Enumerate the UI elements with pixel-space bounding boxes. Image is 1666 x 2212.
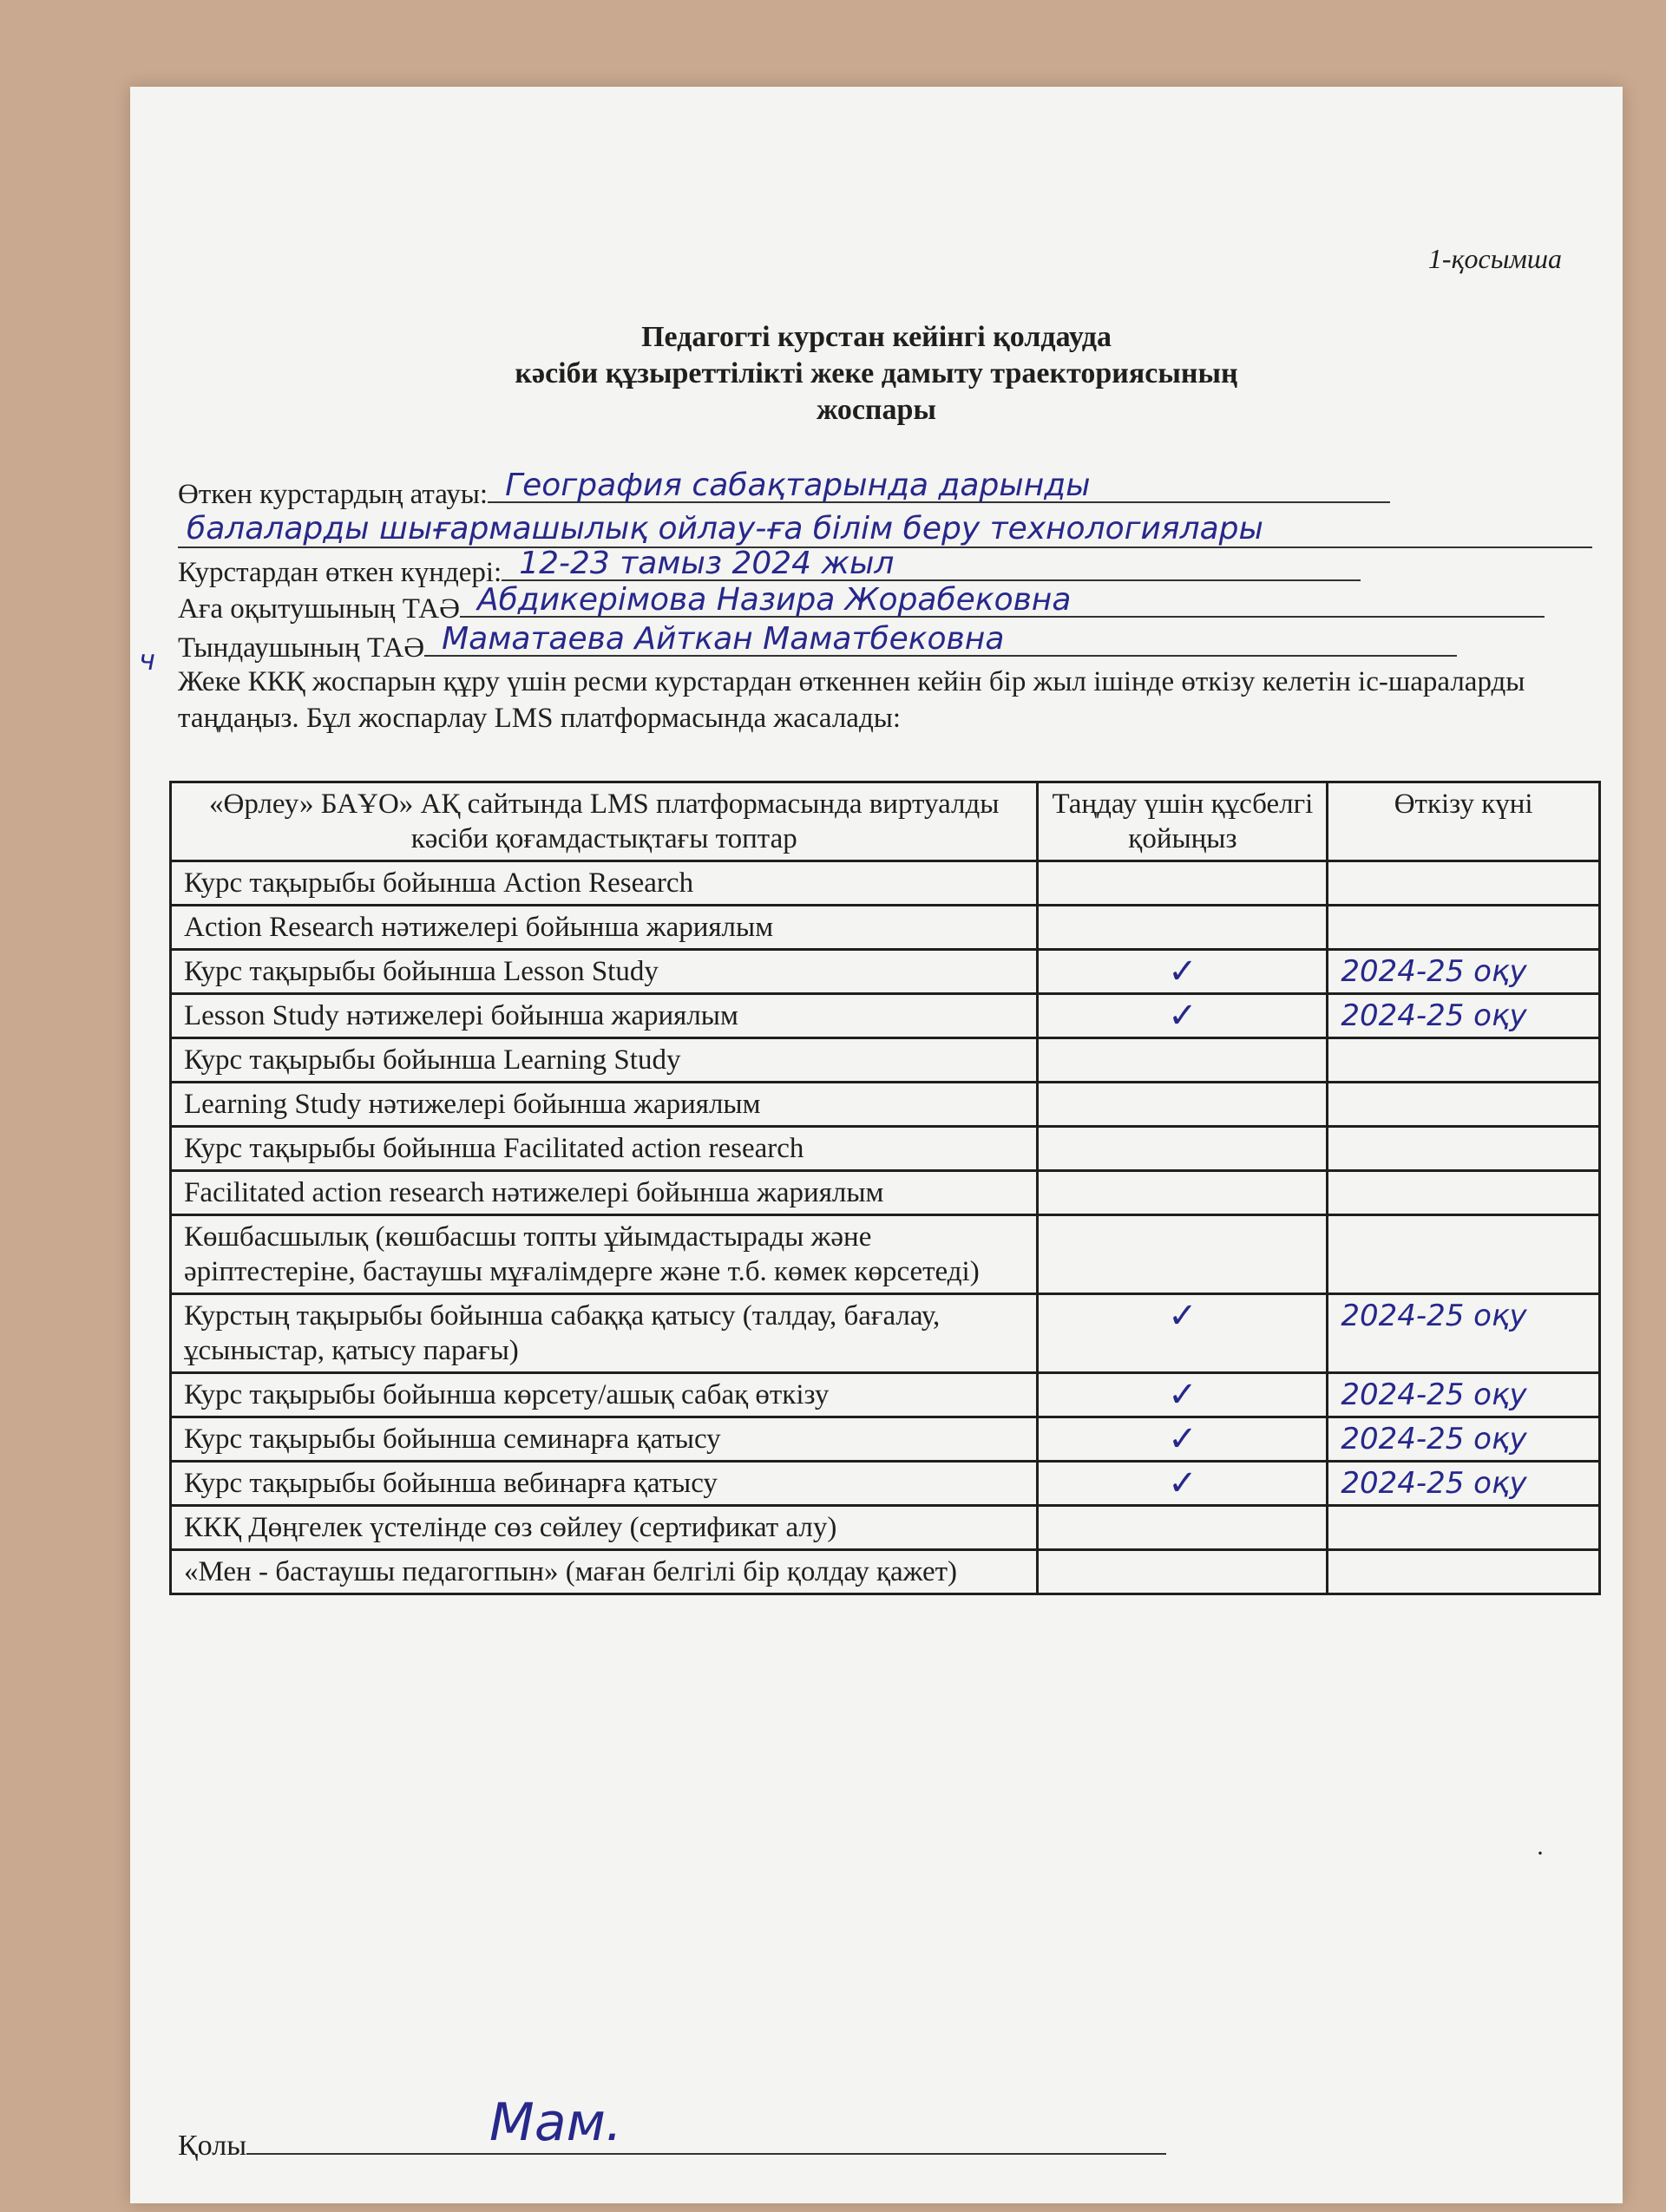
- trainer-value: Абдикерімова Назира Жорабековна: [476, 582, 1072, 618]
- checkmark-cell[interactable]: [1038, 906, 1328, 950]
- date-cell[interactable]: [1328, 861, 1600, 906]
- activity-cell: Көшбасшылық (көшбасшы топты ұйымдастырады және әріптестеріне, бастаушы мұғалімдерге және т.б. көмек көрсетеді): [171, 1215, 1038, 1294]
- date-cell[interactable]: [1328, 1127, 1600, 1171]
- table-row: [171, 1215, 1600, 1294]
- course-name-line-2: [178, 512, 1592, 548]
- course-name-label: Өткен курстардың атауы:: [178, 479, 489, 510]
- header-date: Өткізу күні: [1328, 782, 1600, 861]
- date-cell[interactable]: 2024-25 оқу: [1328, 1462, 1600, 1506]
- course-name-value-2: балаларды шығармашылық ойлау-ға білім беру технологиялары: [187, 511, 1263, 546]
- activity-cell: Курс тақырыбы бойынша Lesson Study: [171, 950, 1038, 994]
- table-row: [171, 861, 1600, 906]
- activity-cell: Курс тақырыбы бойынша Learning Study: [171, 1038, 1038, 1083]
- table-row: [171, 1171, 1600, 1215]
- date-cell[interactable]: [1328, 1083, 1600, 1127]
- table-row: [171, 1038, 1600, 1083]
- margin-mark: ч: [139, 644, 155, 677]
- checkmark-cell[interactable]: [1038, 1127, 1328, 1171]
- document-title: [130, 319, 1623, 429]
- table-row: [171, 994, 1600, 1038]
- activity-cell: Facilitated action research нәтижелері бойынша жариялым: [171, 1171, 1038, 1215]
- trainer-label: Аға оқытушының ТАӘ: [178, 593, 460, 625]
- table-row: [171, 1373, 1600, 1417]
- table-row: [171, 1294, 1600, 1373]
- table-row: [171, 1462, 1600, 1506]
- activity-cell: Курстың тақырыбы бойынша сабаққа қатысу (талдау, бағалау, ұсыныстар, қатысу парағы): [171, 1294, 1038, 1373]
- checkmark-cell[interactable]: [1038, 1550, 1328, 1594]
- checkmark-cell[interactable]: ✓: [1038, 950, 1328, 994]
- activity-cell: Learning Study нәтижелері бойынша жариялым: [171, 1083, 1038, 1127]
- date-cell[interactable]: 2024-25 оқу: [1328, 950, 1600, 994]
- activity-cell: «Мен - бастаушы педагогпын» (маған белгілі бір қолдау қажет): [171, 1550, 1038, 1594]
- date-cell[interactable]: 2024-25 оқу: [1328, 1373, 1600, 1417]
- activity-cell: Курс тақырыбы бойынша вебинарға қатысу: [171, 1462, 1038, 1506]
- listener-label: Тындаушының ТАӘ: [178, 632, 425, 664]
- table-row: [171, 950, 1600, 994]
- checkmark-cell[interactable]: [1038, 861, 1328, 906]
- course-dates-label: Курстардан өткен күндері:: [178, 557, 502, 588]
- document-page: [130, 87, 1623, 2203]
- date-cell[interactable]: [1328, 906, 1600, 950]
- stray-dot: ·: [1536, 1839, 1545, 1868]
- listener-value: Маматаева Айткан Маматбековна: [442, 621, 1005, 657]
- signature: Мам.: [489, 2092, 622, 2153]
- activity-cell: ККҚ Дөңгелек үстелінде сөз сөйлеу (сертификат алу): [171, 1506, 1038, 1550]
- course-name-value: География сабақтарында дарынды: [505, 468, 1091, 503]
- date-cell[interactable]: 2024-25 оқу: [1328, 1417, 1600, 1462]
- activity-cell: Action Research нәтижелері бойынша жариялым: [171, 906, 1038, 950]
- checkmark-cell[interactable]: ✓: [1038, 1373, 1328, 1417]
- checkmark-cell[interactable]: ✓: [1038, 1462, 1328, 1506]
- date-cell[interactable]: [1328, 1215, 1600, 1294]
- activity-cell: Курс тақырыбы бойынша семинарға қатысу: [171, 1417, 1038, 1462]
- activity-cell: Курс тақырыбы бойынша көрсету/ашық сабақ өткізу: [171, 1373, 1038, 1417]
- title-line-2: кәсіби құзыреттілікті жеке дамыту траекториясының: [515, 357, 1238, 389]
- instruction-text: Жеке ККҚ жоспарын құру үшін ресми курстардан өткеннен кейін бір жыл ішінде өткізу келетін іс-шараларды таңдаңыз. Бұл жоспарлау LMS платформасында жасалады:: [178, 666, 1525, 734]
- checkmark-cell[interactable]: ✓: [1038, 1417, 1328, 1462]
- activity-cell: Курс тақырыбы бойынша Action Research: [171, 861, 1038, 906]
- title-line-1: Педагогті курстан кейінгі қолдауда: [641, 321, 1112, 353]
- date-cell[interactable]: [1328, 1506, 1600, 1550]
- date-cell[interactable]: [1328, 1550, 1600, 1594]
- signature-label: Қолы: [178, 2130, 247, 2162]
- checkmark-cell[interactable]: [1038, 1171, 1328, 1215]
- appendix-label: 1-қосымша: [1427, 243, 1562, 274]
- activities-table: [169, 781, 1601, 1595]
- course-name-field: [178, 468, 1390, 511]
- checkmark-cell[interactable]: [1038, 1083, 1328, 1127]
- checkmark-cell[interactable]: [1038, 1038, 1328, 1083]
- checkmark-cell[interactable]: ✓: [1038, 994, 1328, 1038]
- header-groups: «Өрлеу» БАҰО» АҚ сайтында LMS платформасында виртуалды кәсіби қоғамдастықтағы топтар: [171, 782, 1038, 861]
- activity-cell: Курс тақырыбы бойынша Facilitated action research: [171, 1127, 1038, 1171]
- date-cell[interactable]: 2024-25 оқу: [1328, 1294, 1600, 1373]
- signature-field: [178, 2092, 1166, 2163]
- checkmark-cell[interactable]: [1038, 1215, 1328, 1294]
- table-row: [171, 1417, 1600, 1462]
- date-cell[interactable]: [1328, 1038, 1600, 1083]
- table-row: [171, 906, 1600, 950]
- table-row: [171, 1506, 1600, 1550]
- date-cell[interactable]: 2024-25 оқу: [1328, 994, 1600, 1038]
- checkmark-cell[interactable]: [1038, 1506, 1328, 1550]
- date-cell[interactable]: [1328, 1171, 1600, 1215]
- course-dates-value: 12-23 тамыз 2024 жыл: [519, 546, 895, 581]
- checkmark-cell[interactable]: ✓: [1038, 1294, 1328, 1373]
- table-body: [171, 861, 1600, 1594]
- header-checkmark: Таңдау үшін құсбелгі қойыңыз: [1038, 782, 1328, 861]
- table-header-row: [171, 782, 1600, 861]
- activity-cell: Lesson Study нәтижелері бойынша жариялым: [171, 994, 1038, 1038]
- table-row: [171, 1550, 1600, 1594]
- title-line-3: жоспары: [817, 394, 936, 426]
- trainer-field: [178, 582, 1545, 625]
- listener-field: [178, 621, 1457, 664]
- table-row: [171, 1083, 1600, 1127]
- table-row: [171, 1127, 1600, 1171]
